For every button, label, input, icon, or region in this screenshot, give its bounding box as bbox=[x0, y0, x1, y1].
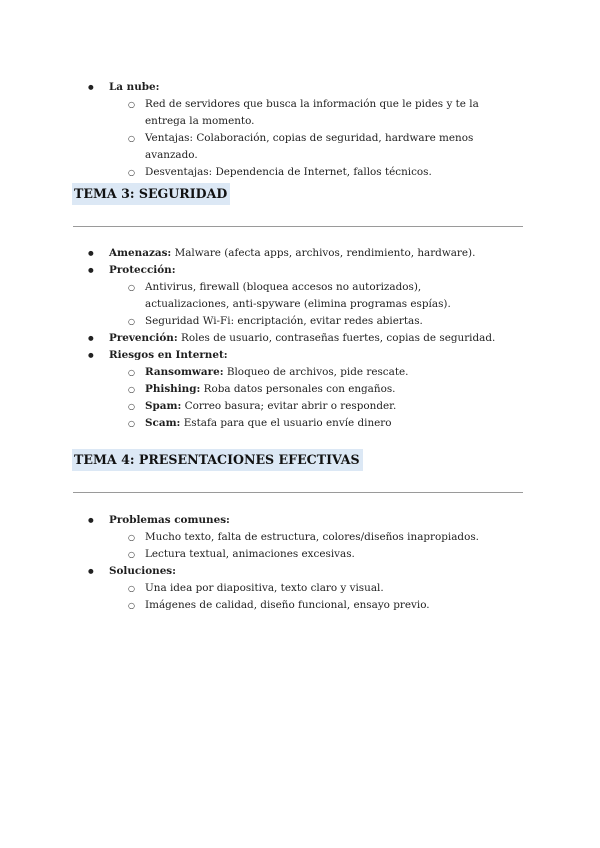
item-label: Problemas comunes: bbox=[109, 514, 230, 526]
sublist bbox=[109, 529, 528, 563]
list-item: ○ Mucho texto, falta de estructura, colores/diseños inapropiados. bbox=[109, 529, 528, 546]
list-item: ○ Red de servidores que busca la información que le pides y te la entrega la momento. bbox=[109, 96, 515, 130]
item-label: La nube: bbox=[109, 81, 160, 93]
item-label: Phishing: bbox=[145, 383, 201, 395]
presentaciones-list bbox=[88, 512, 528, 614]
list-item: ○ Una idea por diapositiva, texto claro y visual. bbox=[109, 580, 528, 597]
list-item-prevencion bbox=[88, 330, 528, 347]
item-text: Bloqueo de archivos, pide rescate. bbox=[223, 366, 409, 378]
list-item-riesgos bbox=[88, 347, 528, 432]
list-item-proteccion bbox=[88, 262, 528, 330]
sublist bbox=[109, 96, 528, 181]
item-label: Spam: bbox=[145, 400, 182, 412]
section-heading-seguridad: TEMA 3: SEGURIDAD bbox=[72, 183, 230, 205]
sublist bbox=[109, 580, 528, 614]
item-text: Correo basura; evitar abrir o responder. bbox=[181, 400, 397, 412]
section-divider bbox=[73, 492, 523, 493]
item-label: Ransomware: bbox=[145, 366, 224, 378]
section-divider bbox=[73, 226, 523, 227]
item-text: Malware (afecta apps, archivos, rendimiento, hardware). bbox=[171, 247, 476, 259]
list-item: ○ Imágenes de calidad, diseño funcional, ensayo previo. bbox=[109, 597, 528, 614]
item-text: Roles de usuario, contraseñas fuertes, copias de seguridad. bbox=[177, 332, 496, 344]
sublist bbox=[109, 364, 528, 432]
item-label: Riesgos en Internet: bbox=[109, 349, 228, 361]
list-item-nube bbox=[88, 79, 528, 181]
list-item: ○ Antivirus, firewall (bloquea accesos no autorizados), actualizaciones, anti-spyware (elimina programas espías). bbox=[109, 279, 505, 313]
seguridad-list bbox=[88, 245, 528, 432]
list-item: ○ Ventajas: Colaboración, copias de seguridad, hardware menos avanzado. bbox=[109, 130, 528, 164]
list-item bbox=[109, 381, 528, 398]
list-item bbox=[109, 398, 528, 415]
sublist bbox=[109, 279, 528, 330]
list-item-problemas bbox=[88, 512, 528, 563]
section-heading-presentaciones: TEMA 4: PRESENTACIONES EFECTIVAS bbox=[72, 449, 363, 471]
item-label: Soluciones: bbox=[109, 565, 176, 577]
item-label: Prevención: bbox=[109, 332, 178, 344]
item-text: Estafa para que el usuario envíe dinero bbox=[180, 417, 392, 429]
list-item: ○ Lectura textual, animaciones excesivas. bbox=[109, 546, 528, 563]
list-item: ○ Desventajas: Dependencia de Internet, fallos técnicos. bbox=[109, 164, 528, 181]
item-text: Roba datos personales con engaños. bbox=[200, 383, 396, 395]
list-item bbox=[109, 364, 528, 381]
list-item-soluciones bbox=[88, 563, 528, 614]
list-item: ○ Seguridad Wi-Fi: encriptación, evitar redes abiertas. bbox=[109, 313, 528, 330]
item-label: Protección: bbox=[109, 264, 176, 276]
item-label: Scam: bbox=[145, 417, 181, 429]
list-item bbox=[109, 415, 528, 432]
list-item-amenazas bbox=[88, 245, 528, 262]
nube-list bbox=[88, 79, 528, 181]
item-label: Amenazas: bbox=[109, 247, 172, 259]
